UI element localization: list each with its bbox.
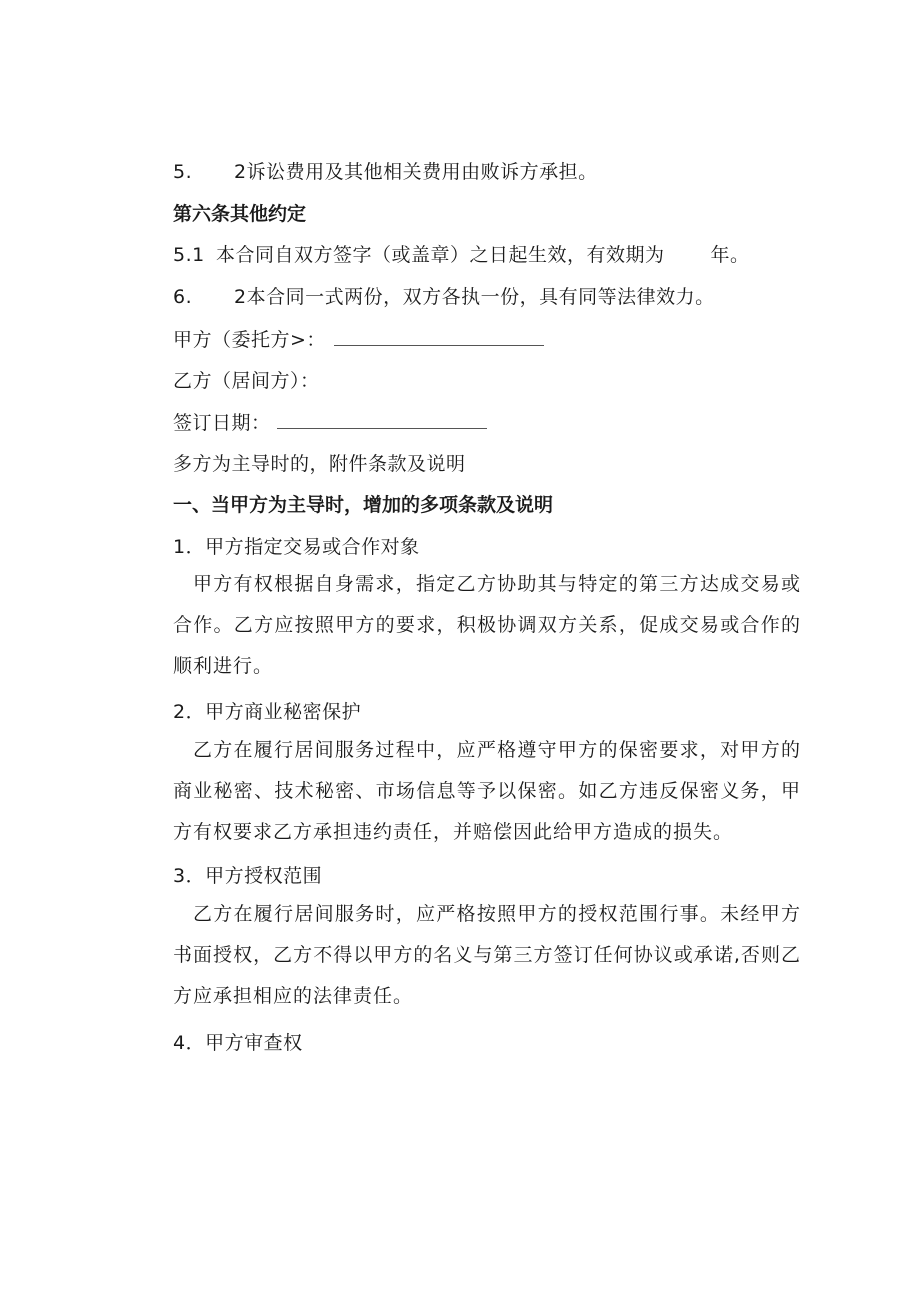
item-2-body: 乙方在履行居间服务过程中，应严格遵守甲方的保密要求，对甲方的商业秘密、技术秘密、市场信息等予以保密。如乙方违反保密义务，甲方有权要求乙方承担违约责任，并赔偿因此给甲方造成的损失。 [173, 739, 801, 843]
party-a-label: 甲方（委托方>： [173, 329, 326, 351]
clause-text: 2本合同一式两份，双方各执一份，具有同等法律效力。 [234, 286, 715, 308]
sign-date-line [173, 410, 487, 435]
section-1-heading: 一、当甲方为主导时，增加的多项条款及说明 [173, 494, 554, 516]
item-3-body: 乙方在履行居间服务时，应严格按照甲方的授权范围行事。未经甲方书面授权，乙方不得以甲方的名义与第三方签订任何协议或承诺,否则乙方应承担相应的法律责任。 [173, 903, 801, 1007]
party-a-line [173, 327, 544, 352]
clause-text: 本合同自双方签字（或盖章）之日起生效，有效期为 [216, 244, 665, 266]
clause-5-1 [173, 243, 750, 267]
item-2-title: 2．甲方商业秘密保护 [173, 701, 362, 723]
clause-text: 2诉讼费用及其他相关费用由败诉方承担。 [234, 161, 598, 183]
clause-year-text: 年。 [710, 244, 750, 266]
clause-number: 5. [173, 161, 193, 183]
party-a-blank [334, 327, 544, 346]
clause-number: 5.1 [173, 244, 205, 266]
clause-number: 6. [173, 286, 193, 308]
item-3-title: 3．甲方授权范围 [173, 865, 323, 887]
clause-5-2 [173, 160, 598, 184]
item-1-body: 甲方有权根据自身需求，指定乙方协助其与特定的第三方达成交易或合作。乙方应按照甲方的要求，积极协调双方关系，促成交易或合作的顺利进行。 [173, 573, 801, 677]
sign-date-label: 签订日期： [173, 412, 271, 434]
party-b-label: 乙方（居间方）： [173, 370, 320, 392]
item-4-title: 4．甲方审查权 [173, 1032, 303, 1054]
clause-6-2 [173, 285, 715, 309]
sign-date-blank [277, 410, 487, 429]
article-6-heading: 第六条其他约定 [173, 203, 307, 225]
party-b-line [173, 369, 320, 393]
annex-title: 多方为主导时的，附件条款及说明 [173, 453, 466, 475]
item-1-title: 1．甲方指定交易或合作对象 [173, 536, 420, 558]
